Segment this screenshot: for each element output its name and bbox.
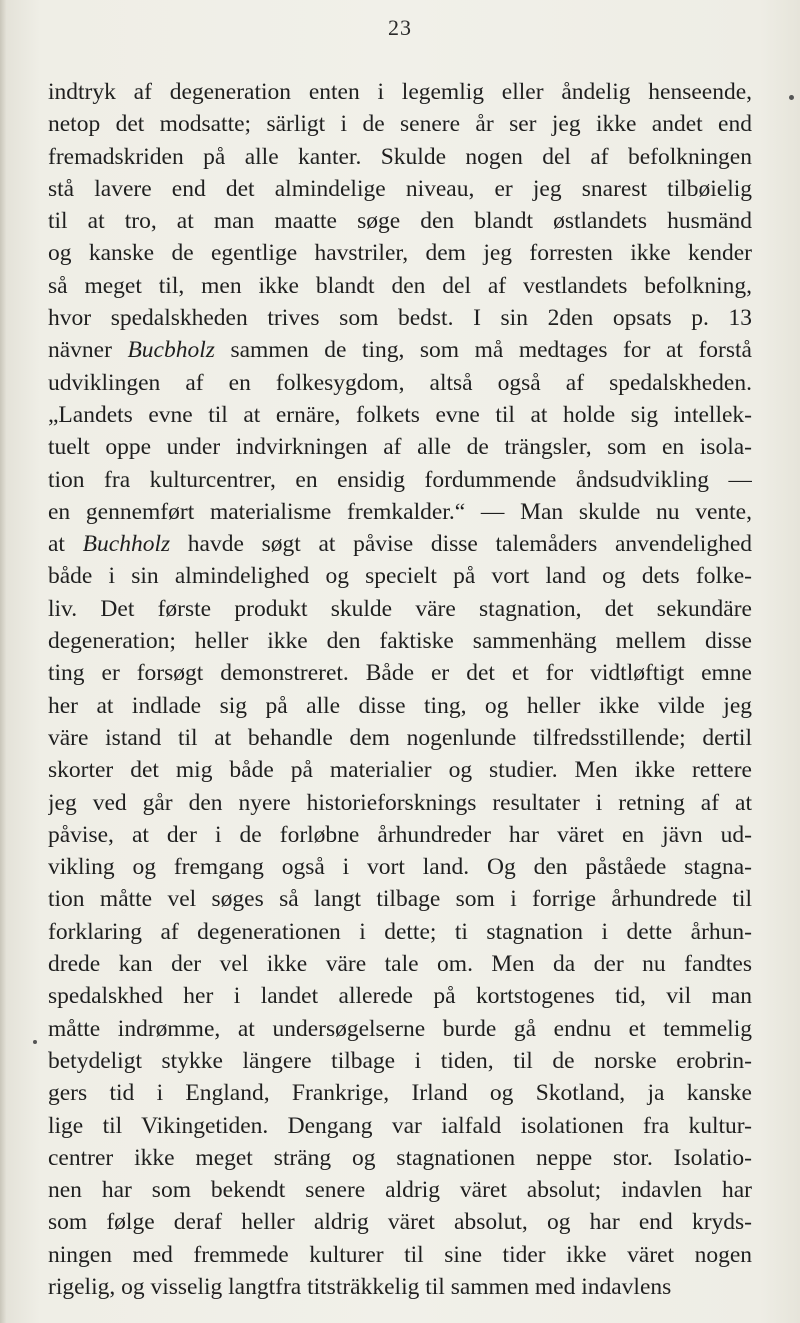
text-line: en gennemført materialisme fremkalder.“ — Man skulde nu vente, [48,498,752,525]
text-line: både i sin almindelighed og specielt på vort land og dets folke- [48,563,752,590]
text-line: som følge deraf heller aldrig väret absolut, og har end kryds- [48,1209,752,1236]
text-line: gers tid i England, Frankrige, Irland og Skotland, ja kanske [48,1080,752,1107]
text-line: ningen med fremmede kulturer til sine tider ikke väret nogen [48,1241,752,1268]
margin-mark [33,1040,37,1044]
text-segment: at [48,531,83,558]
text-line: centrer ikke meget sträng og stagnationen neppe stor. Isolatio- [48,1144,752,1171]
text-line: fremadskriden på alle kanter. Skulde nogen del af befolkningen [48,143,752,170]
text-segment: havde søgt at påvise disse talemåders anvendelighed [170,531,752,558]
text-segment: sammen de ting, som må medtages for at forstå [214,337,752,364]
text-line: hvor spedalskheden trives som bedst. I sin 2den opsats p. 13 [48,305,752,332]
margin-mark [789,95,794,100]
text-line: udviklingen af en folkesygdom, altså også af spedalskheden. [48,369,752,396]
author-name: Buchholz [82,531,171,558]
text-line: forklaring af degenerationen i dette; ti stagnation i dette århun- [48,918,752,945]
text-line: betydeligt stykke längere tilbage i tiden, til de norske erobrin- [48,1047,752,1074]
page-number: 23 [388,15,412,40]
text-line: og kanske de egentlige havstriler, dem jeg forresten ikke kender [48,240,752,267]
text-line: spedalskhed her i landet allerede på kortstogenes tid, vil man [48,983,752,1010]
text-line: til at tro, at man maatte søge den blandt østlandets husmänd [48,208,752,235]
text-line: stå lavere end det almindelige niveau, er jeg snarest tilbøielig [48,175,752,202]
text-line: drede kan der vel ikke väre tale om. Men da der nu fandtes [48,951,752,978]
text-line: tion fra kulturcentrer, en ensidig fordummende åndsudvikling — [48,466,752,493]
text-line: her at indlade sig på alle disse ting, og heller ikke vilde jeg [48,692,752,719]
text-line: ting er forsøgt demonstreret. Både er det et for vidtløftigt emne [48,660,752,687]
text-line: nen har som bekendt senere aldrig väret absolut; indavlen har [48,1177,752,1204]
text-line [48,528,752,560]
text-line: liv. Det første produkt skulde väre stagnation, det sekundäre [48,595,752,622]
text-line: väre istand til at behandle dem nogenlunde tilfredsstillende; dertil [48,724,752,751]
text-line: så meget til, men ikke blandt den del af vestlandets befolkning, [48,272,752,299]
text-line: lige til Vikingetiden. Dengang var ialfald isolationen fra kultur- [48,1112,752,1139]
author-name: Bucbholz [127,337,215,364]
text-line: tion måtte vel søges så langt tilbage som i forrige århundrede til [48,886,752,913]
body-text [48,76,752,1303]
text-line: jeg ved går den nyere historieforsknings resultater i retning af at [48,789,752,816]
text-line [48,334,752,366]
text-line: tuelt oppe under indvirkningen af alle de trängsler, som en isola- [48,434,752,461]
text-line: indtryk af degeneration enten i legemlig eller åndelig henseende, [48,79,752,105]
text-line: påvise, at der i de forløbne århundreder har väret en jävn ud- [48,821,752,848]
text-line: „Landets evne til at ernäre, folkets evne til at holde sig intellek- [48,401,752,428]
text-segment: nävner [48,337,128,364]
text-line: netop det modsatte; särligt i de senere år ser jeg ikke andet end [48,111,752,138]
text-line: måtte indrømme, at undersøgelserne burde gå endnu et temmelig [48,1015,752,1042]
text-line: skorter det mig både på materialier og studier. Men ikke rettere [48,757,752,784]
page-spine-shadow [0,0,6,1323]
text-line: vikling og fremgang også i vort land. Og den påståede stagna- [48,854,752,881]
text-line: degeneration; heller ikke den faktiske sammenhäng mellem disse [48,628,752,655]
text-line: rigelig, og visselig langtfra titsträkkelig til sammen med indavlens [48,1273,672,1300]
